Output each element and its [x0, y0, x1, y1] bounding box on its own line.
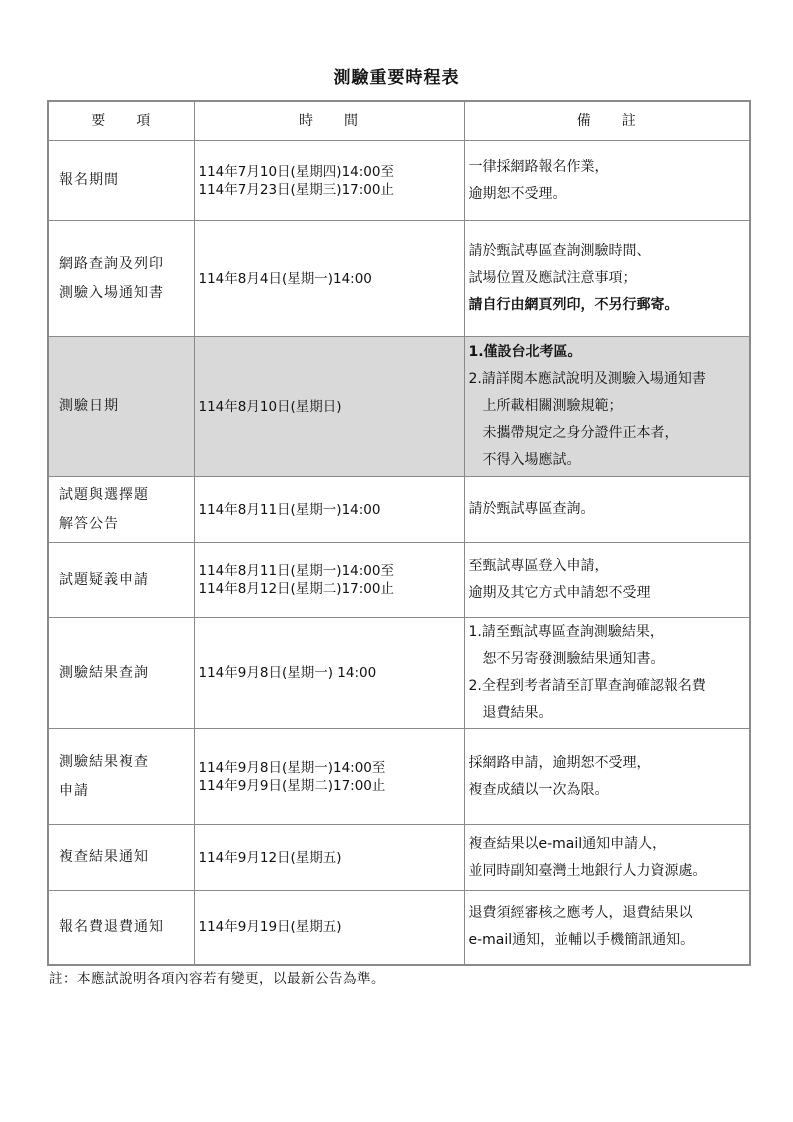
time-cell — [194, 618, 464, 729]
header-note: 備 註 — [464, 101, 750, 141]
item-cell — [48, 543, 194, 618]
time-line: 114年7月23日(星期三)17:00止 — [198, 181, 394, 198]
item-line: 試題與選擇題 — [59, 486, 149, 503]
note-line: 不得入場應試。 — [482, 452, 581, 468]
note-cell — [464, 477, 750, 543]
item-line: 測驗結果複查 — [59, 753, 149, 770]
table-row — [48, 141, 750, 221]
table-row — [48, 891, 750, 965]
time-cell — [194, 221, 464, 337]
note-line: e-mail通知，並輔以手機簡訊通知。 — [468, 932, 695, 949]
item-line: 報名期間 — [59, 172, 119, 188]
note-line: 一律採網路報名作業， — [468, 158, 609, 175]
note-line: 複查成績以一次為限。 — [468, 781, 609, 798]
note-line: 2.全程到考者請至訂單查詢確認報名費 — [468, 678, 706, 694]
table-row — [48, 543, 750, 618]
time-line: 114年8月10日(星期日) — [198, 398, 342, 415]
item-cell — [48, 221, 194, 337]
note-line: 請於甄試專區查詢。 — [468, 501, 595, 517]
note-cell — [464, 891, 750, 965]
time-line: 114年8月4日(星期一)14:00 — [198, 270, 372, 287]
time-cell — [194, 543, 464, 618]
time-cell — [194, 337, 464, 477]
note-line: 並同時副知臺灣土地銀行人力資源處。 — [468, 862, 707, 879]
table-row — [48, 337, 750, 477]
note-line: 採網路申請，逾期恕不受理， — [468, 754, 651, 771]
table-header-row — [48, 101, 750, 141]
note-line: 1.請至甄試專區查詢測驗結果， — [468, 624, 664, 640]
note-cell — [464, 221, 750, 337]
time-cell — [194, 141, 464, 221]
note-line: 退費結果。 — [482, 705, 553, 721]
header-item: 要 項 — [48, 101, 194, 141]
item-line: 試題疑義申請 — [59, 571, 149, 588]
item-line: 測驗結果查詢 — [59, 664, 149, 681]
item-cell — [48, 337, 194, 477]
page-title: 測驗重要時程表 — [333, 68, 460, 88]
time-cell — [194, 729, 464, 825]
time-cell — [194, 891, 464, 965]
time-line: 114年9月19日(星期五) — [198, 919, 342, 936]
note-line: 至甄試專區登入申請， — [468, 558, 609, 574]
item-cell — [48, 477, 194, 543]
header-time: 時 間 — [194, 101, 464, 141]
item-cell — [48, 618, 194, 729]
table-row — [48, 825, 750, 891]
time-line: 114年9月8日(星期一)14:00至 — [198, 759, 386, 776]
note-cell — [464, 543, 750, 618]
table-row — [48, 729, 750, 825]
table-row — [48, 477, 750, 543]
note-line: 上所載相關測驗規範； — [482, 398, 623, 414]
table-row — [48, 618, 750, 729]
footnote: 註：本應試說明各項內容若有變更，以最新公告為準。 — [49, 971, 385, 987]
time-line: 114年7月10日(星期四)14:00至 — [198, 163, 394, 180]
note-line: 2.請詳閱本應試說明及測驗入場通知書 — [468, 371, 706, 387]
time-line: 114年9月9日(星期二)17:00止 — [198, 777, 386, 794]
item-line: 測驗入場通知書 — [59, 284, 164, 301]
time-line: 114年8月11日(星期一)14:00 — [198, 501, 381, 518]
time-line: 114年9月12日(星期五) — [198, 849, 342, 866]
note-line: 請於甄試專區查詢測驗時間、 — [468, 243, 651, 259]
time-cell — [194, 825, 464, 891]
note-line: 請自行由網頁列印，不另行郵寄。 — [468, 297, 679, 313]
item-cell — [48, 729, 194, 825]
time-line: 114年8月11日(星期一)14:00至 — [198, 563, 394, 579]
note-line: 逾期及其它方式申請恕不受理 — [468, 585, 651, 601]
note-line: 1.僅設台北考區。 — [468, 344, 582, 360]
note-cell — [464, 825, 750, 891]
note-cell — [464, 337, 750, 477]
time-line: 114年8月12日(星期二)17:00止 — [198, 581, 394, 597]
item-line: 解答公告 — [59, 515, 119, 532]
time-cell — [194, 477, 464, 543]
item-line: 申請 — [59, 782, 89, 799]
note-line: 逾期恕不受理。 — [468, 185, 567, 202]
schedule-table — [47, 100, 751, 966]
item-cell — [48, 891, 194, 965]
item-line: 複查結果通知 — [59, 849, 149, 865]
item-cell — [48, 825, 194, 891]
item-cell — [48, 141, 194, 221]
note-cell — [464, 618, 750, 729]
note-line: 複查結果以e-mail通知申請人， — [468, 835, 667, 852]
item-line: 報名費退費通知 — [59, 918, 164, 935]
note-line: 試場位置及應試注意事項； — [468, 270, 637, 286]
item-line: 網路查詢及列印 — [59, 255, 164, 272]
table-row — [48, 221, 750, 337]
note-cell — [464, 141, 750, 221]
note-cell — [464, 729, 750, 825]
note-line: 未攜帶規定之身分證件正本者， — [482, 425, 679, 441]
note-line: 恕不另寄發測驗結果通知書。 — [482, 651, 665, 667]
time-line: 114年9月8日(星期一) 14:00 — [198, 665, 377, 681]
note-line: 退費須經審核之應考人，退費結果以 — [468, 905, 693, 922]
item-line: 測驗日期 — [59, 398, 119, 414]
